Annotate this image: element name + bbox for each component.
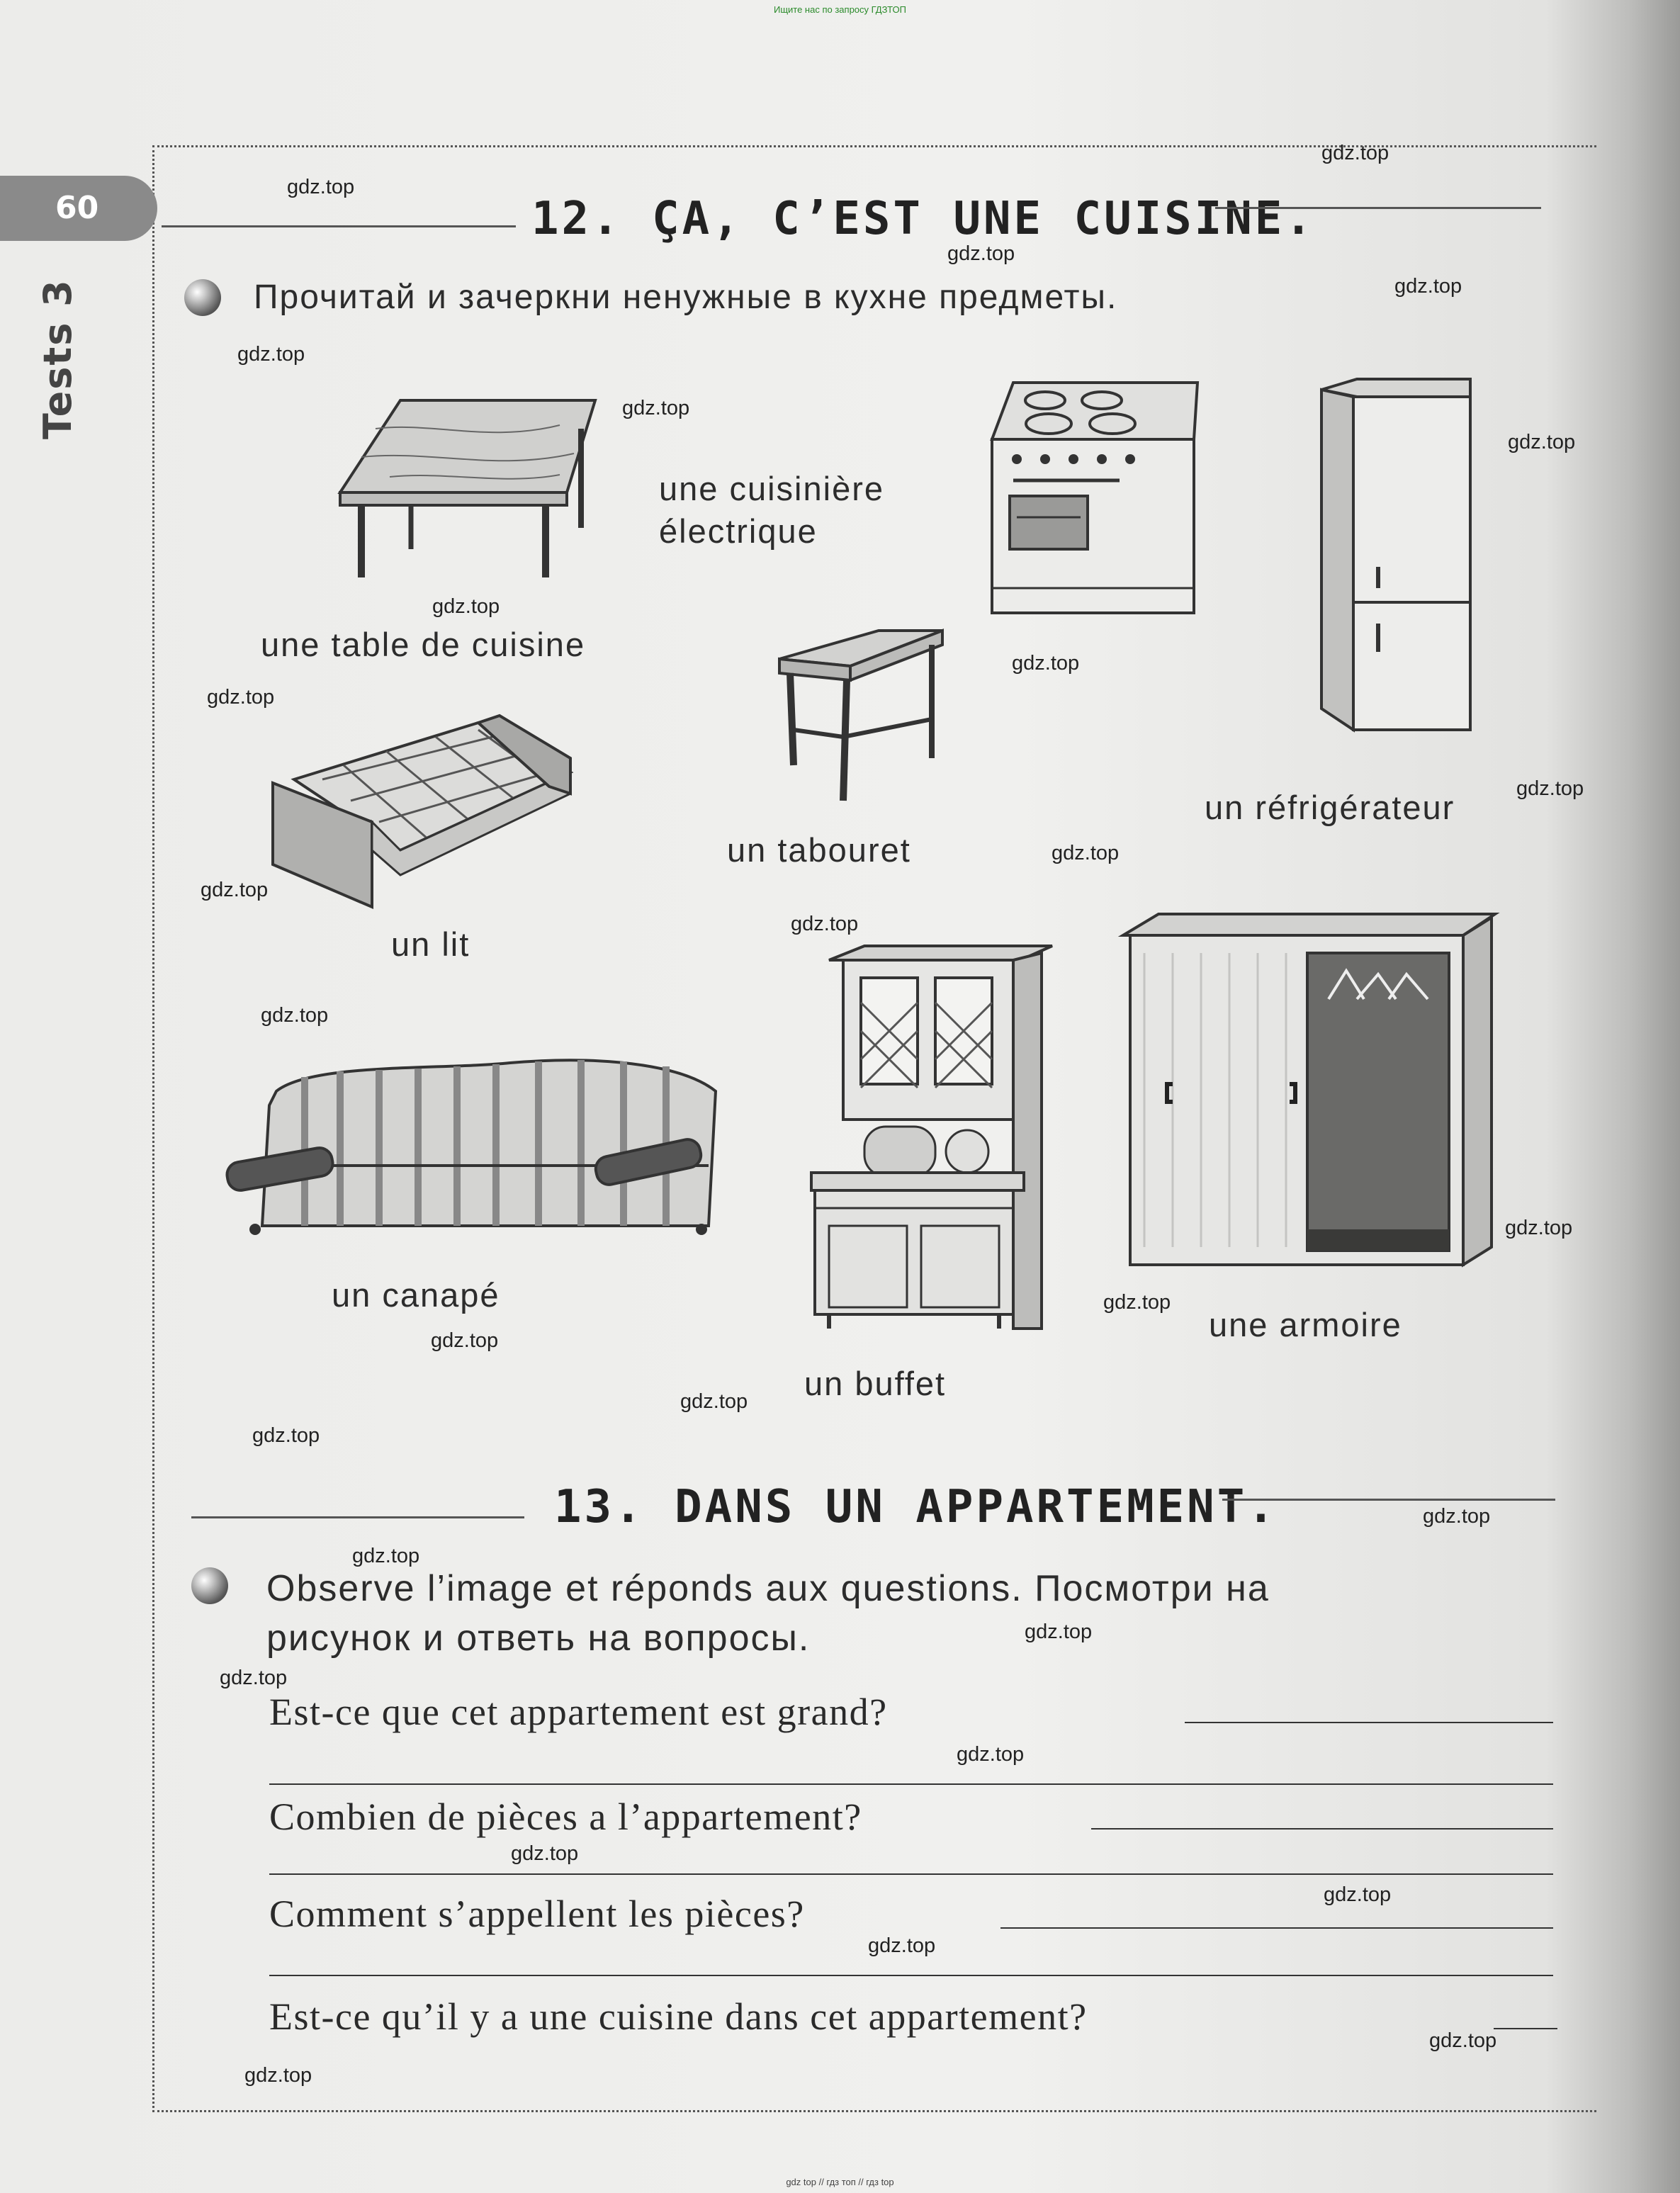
watermark: gdz.top xyxy=(868,1934,936,1957)
watermark: gdz.top xyxy=(1025,1620,1093,1643)
sofa-illustration[interactable] xyxy=(227,1049,716,1247)
watermark: gdz.top xyxy=(1423,1505,1491,1528)
watermark: gdz.top xyxy=(244,2064,312,2087)
watermark: gdz.top xyxy=(352,1545,420,1567)
page-number: 60 xyxy=(0,176,157,241)
question-1: Est-ce que cet appartement est grand? xyxy=(269,1691,888,1733)
watermark: gdz.top xyxy=(680,1390,748,1413)
watermark: gdz.top xyxy=(1012,652,1080,675)
question-4: Est-ce qu’il y a une cuisine dans cet appartement? xyxy=(269,1995,1088,2038)
refrigerator-illustration[interactable] xyxy=(1314,376,1484,733)
label-table: une table de cuisine xyxy=(261,626,586,663)
label-buffet: un buffet xyxy=(804,1365,947,1402)
watermark: gdz.top xyxy=(201,879,269,901)
watermark: gdz.top xyxy=(1103,1291,1171,1314)
watermark: gdz.top xyxy=(207,686,275,709)
watermark: gdz.top xyxy=(237,343,305,366)
answer-line-4[interactable] xyxy=(1494,2028,1557,2029)
answer-line-1b[interactable] xyxy=(269,1783,1553,1785)
watermark: gdz.top xyxy=(1321,142,1389,164)
top-banner: Ищите нас по запросу ГДЗТОП xyxy=(773,4,906,15)
exercise-12-instruction: Прочитай и зачеркни ненужные в кухне предметы. xyxy=(254,278,1118,316)
bed-illustration[interactable] xyxy=(266,716,585,914)
watermark: gdz.top xyxy=(1516,777,1584,800)
electric-cooker-illustration[interactable] xyxy=(985,376,1205,620)
exercise-13-instruction-1: Observe l’image et réponds aux questions. Посмотри на xyxy=(266,1568,1270,1609)
kitchen-table-illustration[interactable] xyxy=(333,386,602,592)
answer-line-1a[interactable] xyxy=(1185,1722,1553,1723)
label-lit: un lit xyxy=(391,925,470,963)
watermark: gdz.top xyxy=(1508,431,1576,453)
label-refrigerateur: un réfrigérateur xyxy=(1205,789,1455,826)
watermark: gdz.top xyxy=(431,1329,499,1352)
question-3: Comment s’appellent les pièces? xyxy=(269,1893,805,1935)
watermark: gdz.top xyxy=(252,1424,320,1447)
bottom-banner: gdz top // гдз топ // гдз top xyxy=(786,2177,894,2187)
watermark: gdz.top xyxy=(432,595,500,618)
watermark: gdz.top xyxy=(1505,1217,1573,1239)
watermark: gdz.top xyxy=(1429,2029,1497,2052)
heading-rule-left xyxy=(162,225,516,227)
exercise-13-title: 13. DANS UN APPARTEMENT. xyxy=(554,1481,1278,1533)
label-tabouret: un tabouret xyxy=(727,831,911,869)
heading-rule-left-13 xyxy=(191,1516,524,1518)
exercise-13-instruction-2: рисунок и ответь на вопросы. xyxy=(266,1618,811,1659)
buffet-illustration[interactable] xyxy=(808,946,1063,1329)
bullet-icon-13 xyxy=(191,1567,228,1604)
heading-rule-right xyxy=(1215,207,1541,209)
question-2: Combien de pièces a l’appartement? xyxy=(269,1795,862,1838)
watermark: gdz.top xyxy=(947,242,1015,265)
watermark: gdz.top xyxy=(220,1667,288,1689)
label-cuisiniere-1: une cuisinière xyxy=(659,470,885,507)
watermark: gdz.top xyxy=(1052,842,1120,864)
label-cuisiniere-2: électrique xyxy=(659,512,818,550)
wardrobe-illustration[interactable] xyxy=(1116,914,1495,1268)
label-armoire: une armoire xyxy=(1209,1306,1402,1343)
label-canape: un canapé xyxy=(332,1276,500,1314)
exercise-12-title: 12. ÇA, C’EST UNE CUISINE. xyxy=(531,193,1315,245)
answer-line-2a[interactable] xyxy=(1091,1828,1553,1830)
bullet-icon xyxy=(184,279,221,316)
heading-rule-right-13 xyxy=(1222,1499,1555,1501)
watermark: gdz.top xyxy=(1324,1883,1392,1906)
watermark: gdz.top xyxy=(287,176,355,198)
watermark: gdz.top xyxy=(1394,275,1462,298)
watermark: gdz.top xyxy=(261,1004,329,1027)
watermark: gdz.top xyxy=(511,1842,579,1865)
watermark: gdz.top xyxy=(622,397,690,419)
side-section-label: Tests 3 xyxy=(35,278,80,439)
answer-line-3a[interactable] xyxy=(1000,1927,1553,1929)
answer-line-2b[interactable] xyxy=(269,1873,1553,1875)
stool-illustration[interactable] xyxy=(765,624,949,808)
watermark: gdz.top xyxy=(791,913,859,935)
watermark: gdz.top xyxy=(957,1743,1025,1766)
answer-line-3b[interactable] xyxy=(269,1975,1553,1976)
